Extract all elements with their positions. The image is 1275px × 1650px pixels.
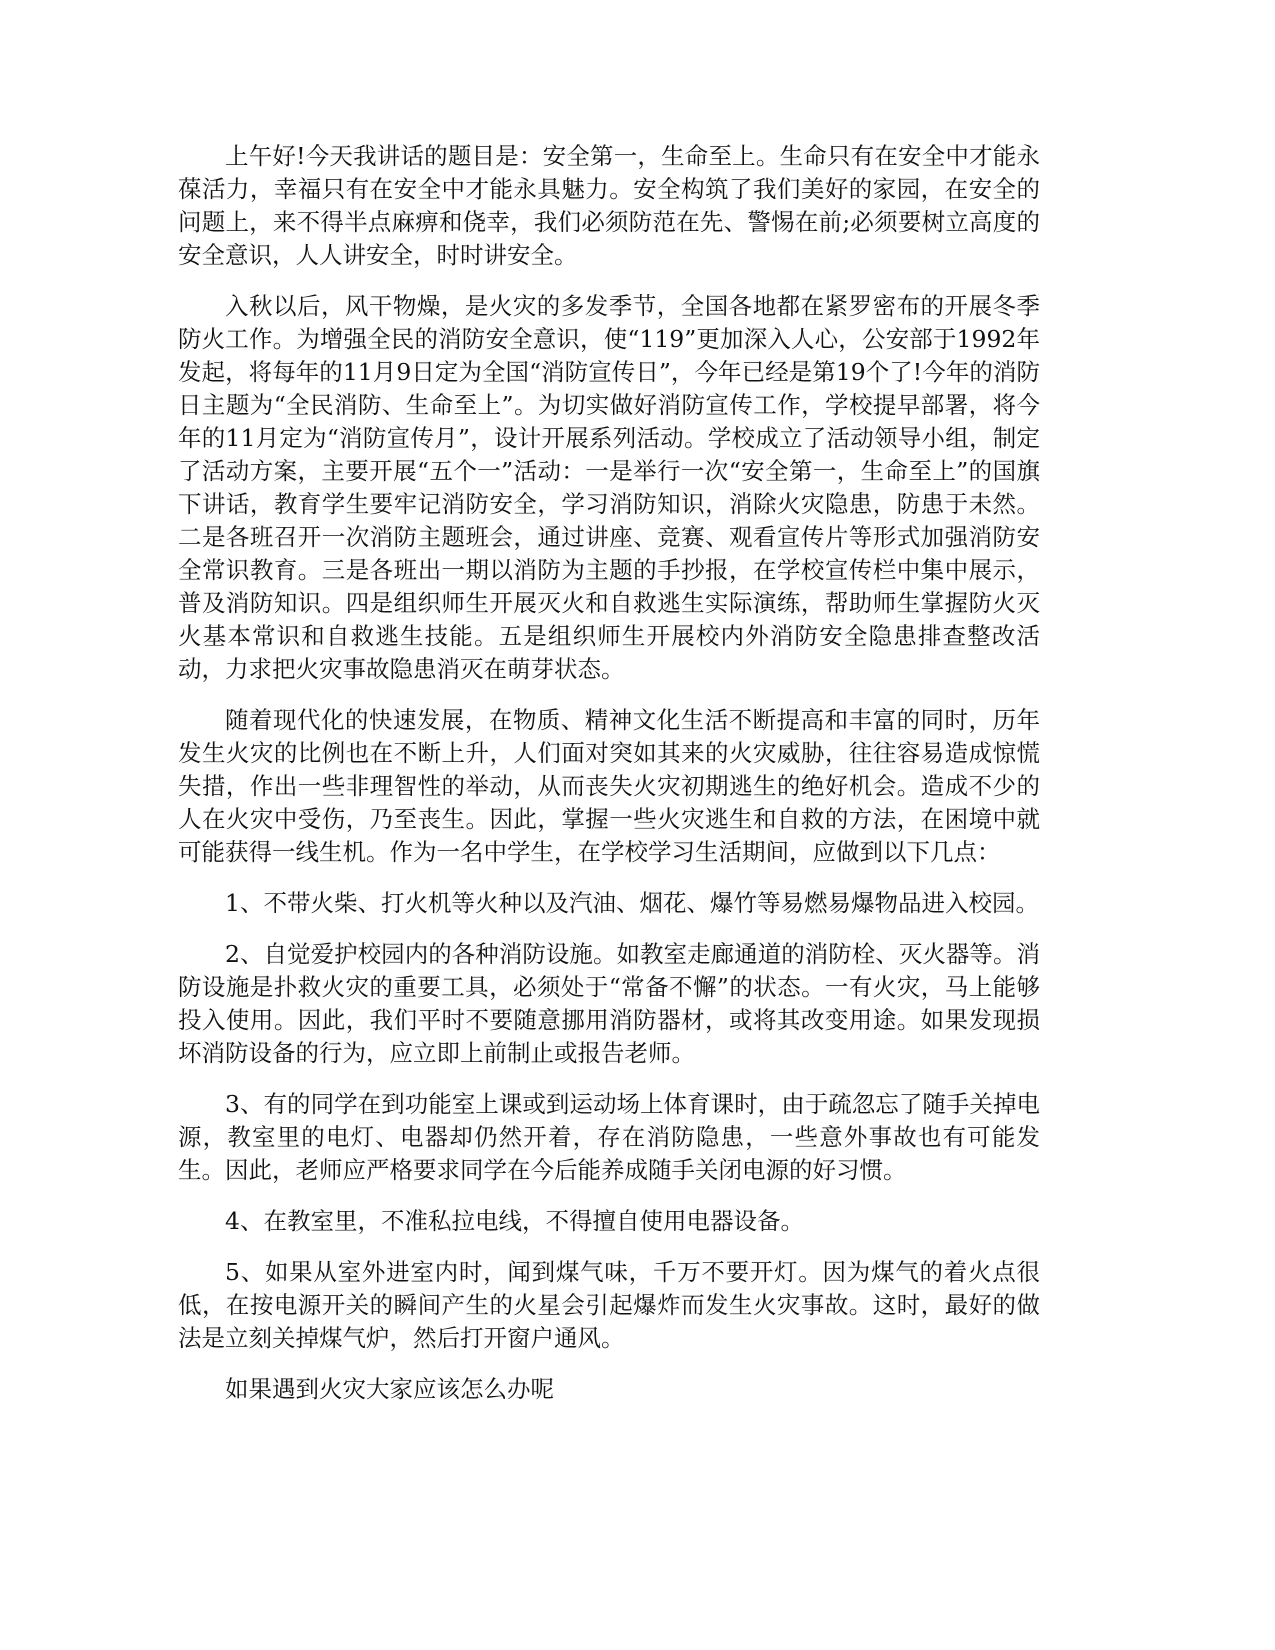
document-body bbox=[178, 140, 1040, 1424]
list-item-rule-3: 3、有的同学在到功能室上课或到运动场上体育课时，由于疏忽忘了随手关掉电源，教室里的电灯、电器却仍然开着，存在消防隐患，一些意外事故也有可能发生。因此，老师应严格要求同学在今后能养成随手关闭电源的好习惯。 bbox=[178, 1090, 1040, 1184]
list-item-rule-2: 2、自觉爱护校园内的各种消防设施。如教室走廊通道的消防栓、灭火器等。消防设施是扑救火灾的重要工具，必须处于“常备不懈”的状态。一有火灾，马上能够投入使用。因此，我们平时不要随意挪用消防器材，或将其改变用途。如果发现损坏消防设备的行为，应立即上前制止或报告老师。 bbox=[178, 940, 1040, 1067]
list-item-rule-5: 5、如果从室外进室内时，闻到煤气味，千万不要开灯。因为煤气的着火点很低，在按电源开关的瞬间产生的火星会引起爆炸而发生火灾事故。这时，最好的做法是立刻关掉煤气炉，然后打开窗户通风。 bbox=[178, 1258, 1040, 1352]
list-item-rule-4: 4、在教室里，不准私拉电线，不得擅自使用电器设备。 bbox=[225, 1207, 804, 1235]
list-item-rule-1: 1、不带火柴、打火机等火种以及汽油、烟花、爆竹等易燃易爆物品进入校园。 bbox=[225, 889, 1039, 917]
paragraph-greeting: 上午好!今天我讲话的题目是：安全第一，生命至上。生命只有在安全中才能永葆活力，幸福只有在安全中才能永具魅力。安全构筑了我们美好的家园，在安全的问题上，来不得半点麻痹和侥幸，我们必须防范在先、警惕在前;必须要树立高度的安全意识，人人讲安全，时时讲安全。 bbox=[178, 142, 1040, 269]
paragraph-fire-escape-importance: 随着现代化的快速发展，在物质、精神文化生活不断提高和丰富的同时，历年发生火灾的比例也在不断上升，人们面对突如其来的火灾威胁，往往容易造成惊慌失措，作出一些非理智性的举动，从而丧失火灾初期逃生的绝好机会。造成不少的人在火灾中受伤，乃至丧生。因此，掌握一些火灾逃生和自救的方法，在困境中就可能获得一线生机。作为一名中学生，在学校学习生活期间，应做到以下几点： bbox=[178, 706, 1040, 866]
paragraph-fire-safety-campaign: 入秋以后，风干物燥，是火灾的多发季节，全国各地都在紧罗密布的开展冬季防火工作。为增强全民的消防安全意识，使“119”更加深入人心，公安部于1992年发起，将每年的11月9日定为全国“消防宣传日”，今年已经是第19个了!今年的消防日主题为“全民消防、生命至上”。为切实做好消防宣传工作，学校提早部署，将今年的11月定为“消防宣传月”，设计开展系列活动。学校成立了活动领导小组，制定了活动方案，主要开展“五个一”活动：一是举行一次“安全第一，生命至上”的国旗下讲话，教育学生要牢记消防安全，学习消防知识，消除火灾隐患，防患于未然。二是各班召开一次消防主题班会，通过讲座、竞赛、观看宣传片等形式加强消防安全常识教育。三是各班出一期以消防为主题的手抄报，在学校宣传栏中集中展示，普及消防知识。四是组织师生开展灭火和自救逃生实际演练，帮助师生掌握防火灭火基本常识和自救逃生技能。五是组织师生开展校内外消防安全隐患排查整改活动，力求把火灾事故隐患消灭在萌芽状态。 bbox=[178, 292, 1040, 683]
paragraph-closing-question: 如果遇到火灾大家应该怎么办呢 bbox=[225, 1375, 554, 1403]
